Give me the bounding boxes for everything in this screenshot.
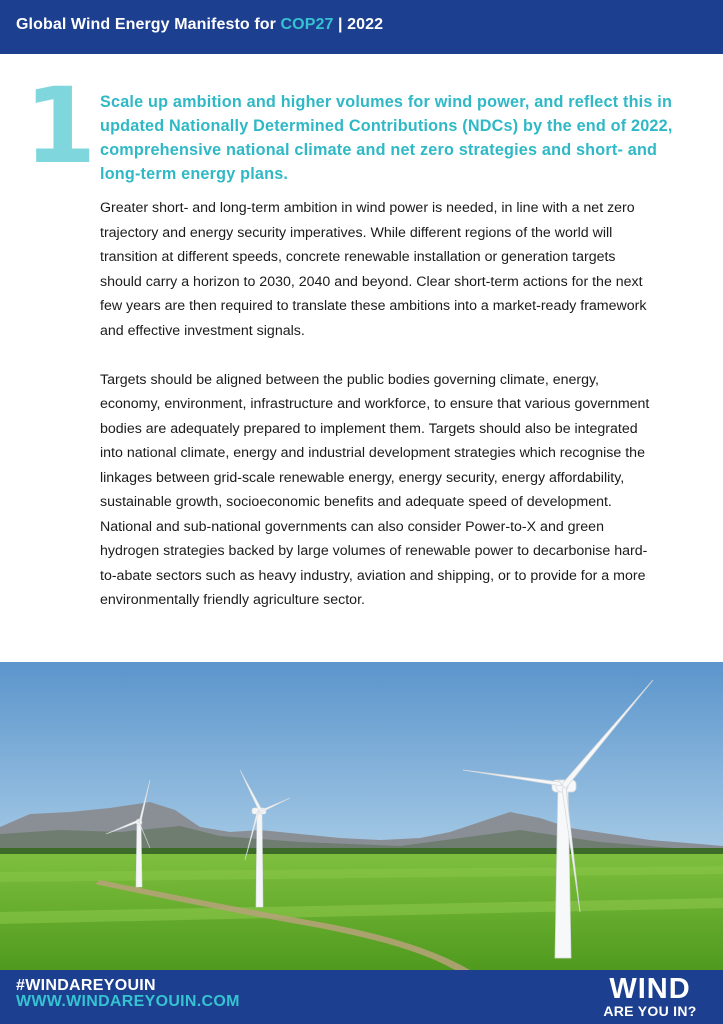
- footer-hashtag: #WINDAREYOUIN: [16, 977, 156, 994]
- section-body: [100, 196, 660, 637]
- logo-tagline: ARE YOU IN?: [603, 1003, 697, 1019]
- title-accent: COP27: [280, 16, 334, 33]
- footer-url[interactable]: WWW.WINDAREYOUIN.COM: [16, 993, 240, 1010]
- wind-logo: [595, 974, 705, 1020]
- title-suffix: | 2022: [333, 16, 384, 33]
- document-title: [16, 16, 383, 34]
- title-prefix: Global Wind Energy Manifesto for: [16, 16, 281, 33]
- section-number: 1: [24, 65, 97, 187]
- body-paragraph: Greater short- and long-term ambition in wind power is needed, in line with a net zero trajectory and energy security imperatives. While different regions of the world will transition at different speeds, concrete renewable installation or generation targets should carry a horizon to 2030, 2040 and beyond. Clear short-term actions for the next few years are then required to translate these ambitions into a market-ready framework and effective investment signals.: [100, 200, 647, 339]
- body-paragraph: Targets should be aligned between the public bodies governing climate, energy, economy, environment, infrastructure and workforce, to ensure that various government bodies are adequately prepared to implement them. Targets should also be integrated into national climate, energy and industrial development strategies which recognise the linkages between grid-scale renewable energy, energy security, energy affordability, sustainable growth, socioeconomic benefits and adequate speed of development. National and sub-national governments can also consider Power-to-X and green hydrogen strategies backed by large volumes of renewable power to decarbonise hard-to-abate sectors such as heavy industry, aviation and shipping, or to provide for a more environmentally friendly agriculture sector.: [100, 371, 650, 608]
- logo-main: WIND: [609, 973, 691, 1005]
- footer-bar: [0, 970, 723, 1024]
- section-heading: Scale up ambition and higher volumes for wind power, and reflect this in updated Nationally Determined Contributions (NDCs) by the end of 2022, comprehensive national climate and net zero strategies and short- and long-term energy plans.: [100, 93, 673, 183]
- header-bar: [0, 0, 723, 54]
- wind-farm-photo: [0, 662, 723, 970]
